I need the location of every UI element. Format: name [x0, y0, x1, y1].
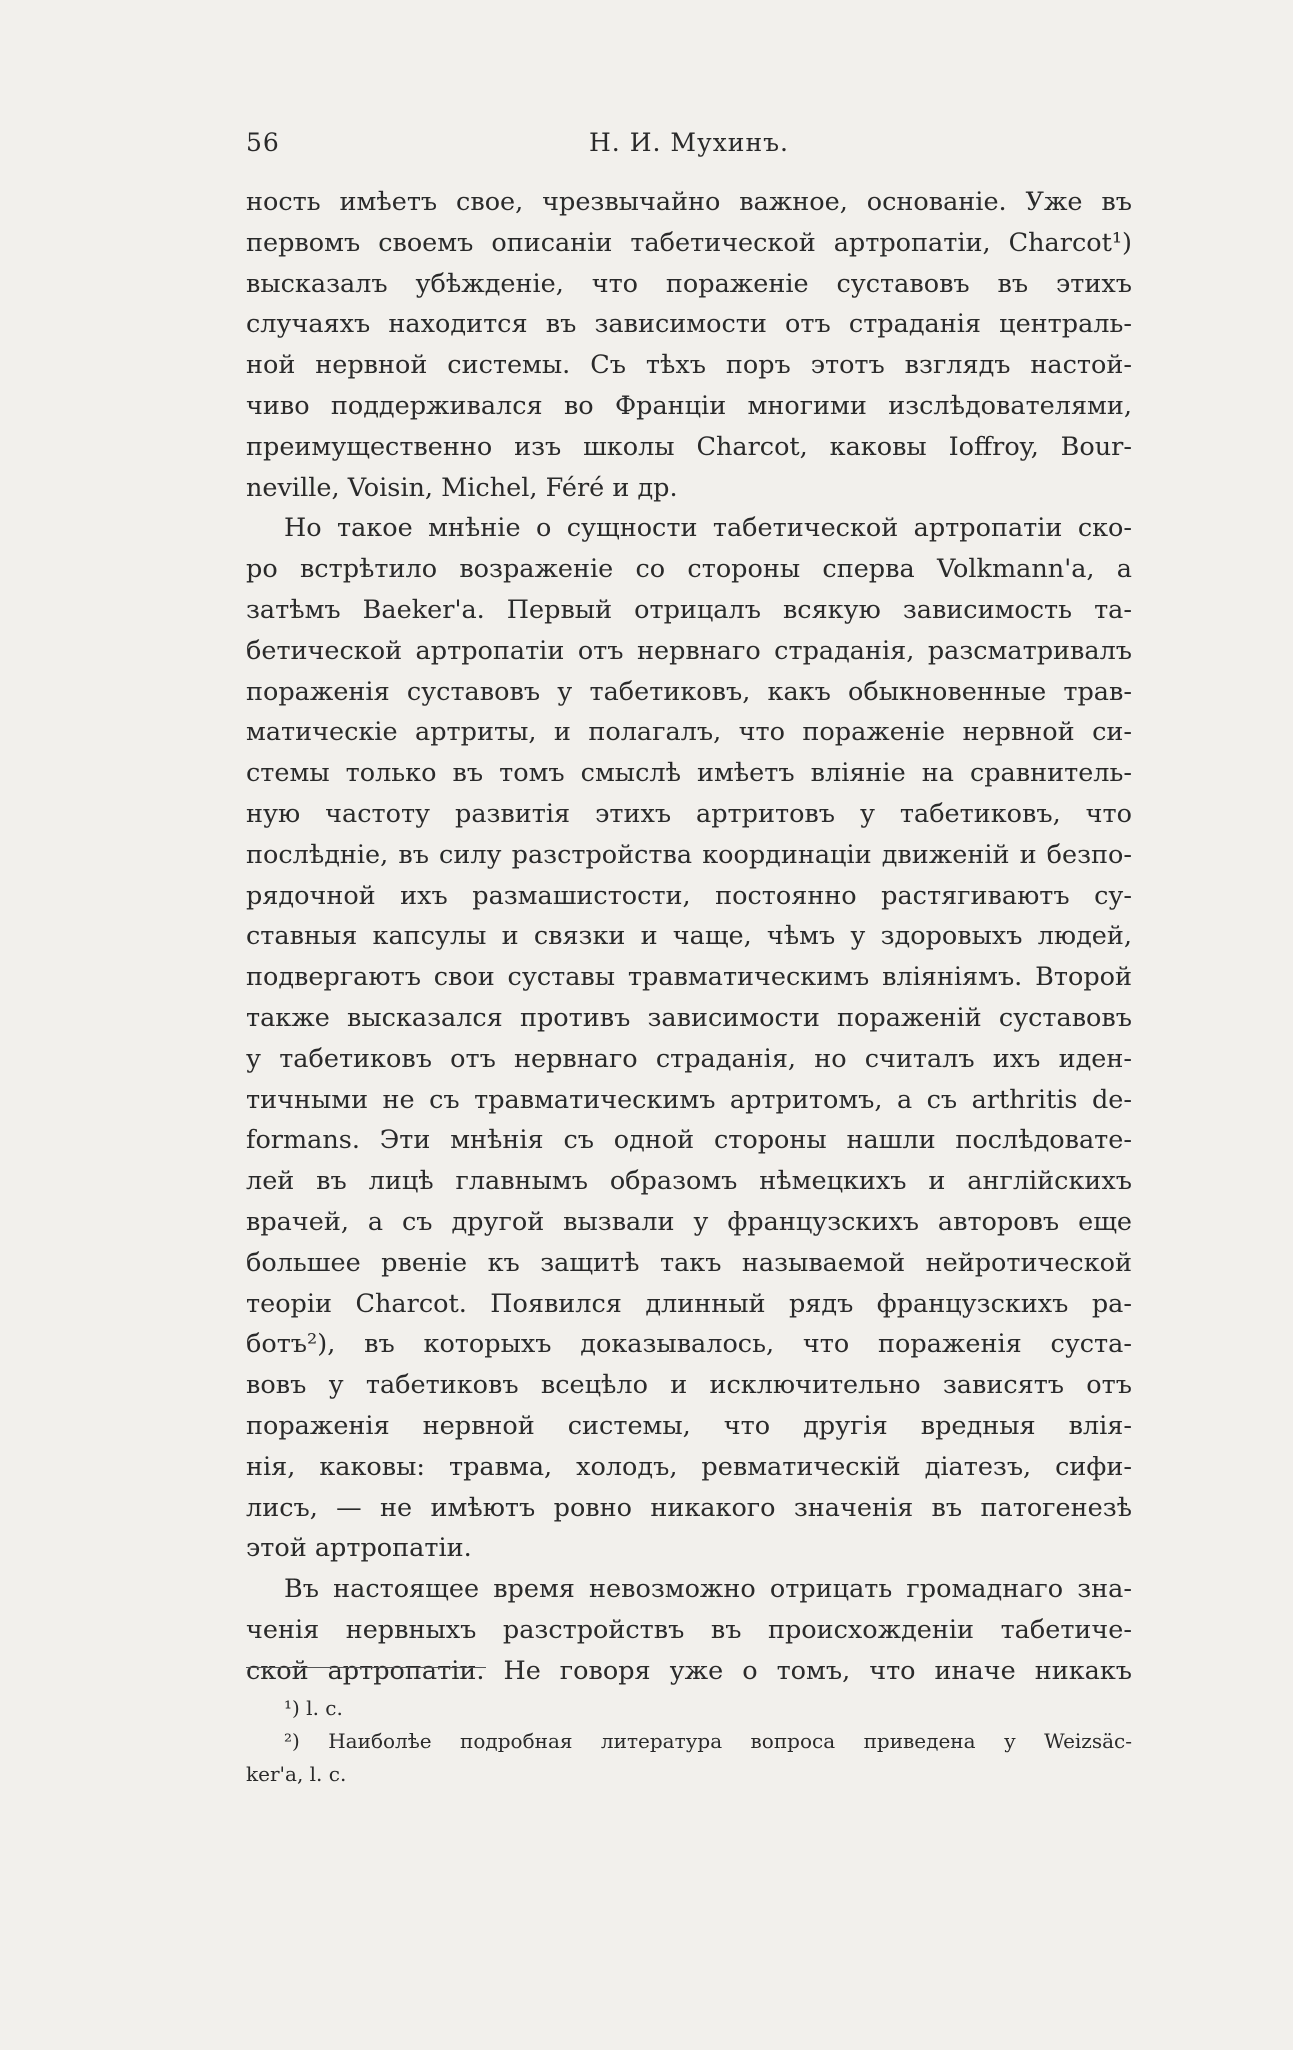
text-line: ной нервной системы. Съ тѣхъ поръ этотъ взглядъ настой- — [246, 350, 1132, 381]
text-line: бетической артропатіи отъ нервнаго страданія, разсматривалъ — [246, 635, 1132, 666]
body-text — [246, 182, 1132, 1691]
text-line: Но такое мнѣніе о сущности табетической артропатіи ско- — [284, 513, 1132, 544]
text-line: матическіе артриты, и полагалъ, что пораженіе нервной си- — [246, 717, 1132, 748]
text-line: neville, Voisin, Michel, Féré и др. — [246, 472, 678, 503]
text-line: тичными не съ травматическимъ артритомъ, а съ arthritis de- — [246, 1084, 1132, 1115]
text-line: высказалъ убѣжденіе, что пораженіе суставовъ въ этихъ — [246, 268, 1132, 299]
text-line: случаяхъ находится въ зависимости отъ страданія централь- — [246, 309, 1132, 340]
text-line: преимущественно изъ школы Charcot, каковы Ioffroy, Bour- — [246, 431, 1132, 462]
text-line: лисъ, — не имѣютъ ровно никакого значенія въ патогенезѣ — [246, 1492, 1132, 1523]
text-line: врачей, а съ другой вызвали у французскихъ авторовъ еще — [246, 1206, 1132, 1237]
text-line: подвергаютъ свои суставы травматическимъ вліяніямъ. Второй — [246, 962, 1132, 993]
paragraph — [246, 182, 1132, 508]
text-line: чиво поддерживался во Франціи многими изслѣдователями, — [246, 390, 1132, 421]
text-line: ро встрѣтило возраженіе со стороны сперва Volkmann'а, а — [246, 554, 1132, 585]
footnotes — [246, 1692, 1132, 1791]
text-line: пораженія суставовъ у табетиковъ, какъ обыкновенные трав- — [246, 676, 1132, 707]
text-line: большее рвеніе къ защитѣ такъ называемой нейротической — [246, 1247, 1132, 1278]
page-header — [246, 128, 1132, 164]
footnote: ²) Наиболѣе подробная литература вопроса приведена у Weizsäc- — [284, 1729, 1132, 1753]
text-line: formans. Эти мнѣнія съ одной стороны нашли послѣдовате- — [246, 1125, 1132, 1156]
text-line: ской артропатіи. Не говоря уже о томъ, что иначе никакъ — [246, 1655, 1132, 1686]
text-line: пораженія нервной системы, что другія вредныя влія- — [246, 1410, 1132, 1441]
text-line: теоріи Charcot. Появился длинный рядъ французскихъ ра- — [246, 1288, 1132, 1319]
text-line: ную частоту развитія этихъ артритовъ у табетиковъ, что — [246, 798, 1132, 829]
footnote-continuation: ker'а, l. c. — [246, 1762, 347, 1786]
text-line: также высказался противъ зависимости пораженій суставовъ — [246, 1002, 1132, 1033]
footnote: ¹) l. c. — [284, 1696, 343, 1720]
page-number: 56 — [246, 128, 280, 157]
text-line: первомъ своемъ описаніи табетической артропатіи, Charcot¹) — [246, 227, 1132, 258]
footnote-divider — [246, 1667, 486, 1668]
text-line: ставныя капсулы и связки и чаще, чѣмъ у здоровыхъ людей, — [246, 921, 1132, 952]
text-line: этой артропатіи. — [246, 1533, 472, 1564]
paragraph — [246, 508, 1132, 1569]
text-line: вовъ у табетиковъ всецѣло и исключительно зависятъ отъ — [246, 1370, 1132, 1401]
text-line: послѣдніе, въ силу разстройства координаціи движеній и безпо- — [246, 839, 1132, 870]
text-line: у табетиковъ отъ нервнаго страданія, но считалъ ихъ иден- — [246, 1043, 1132, 1074]
text-line: стемы только въ томъ смыслѣ имѣетъ вліяніе на сравнитель- — [246, 758, 1132, 789]
text-line: ботъ²), въ которыхъ доказывалось, что пораженія суста- — [246, 1329, 1132, 1360]
text-line: нія, каковы: травма, холодъ, ревматическій діатезъ, сифи- — [246, 1451, 1132, 1482]
text-line: лей въ лицѣ главнымъ образомъ нѣмецкихъ и англійскихъ — [246, 1166, 1132, 1197]
text-line: затѣмъ Baeker'а. Первый отрицалъ всякую зависимость та- — [246, 594, 1132, 625]
paragraph — [246, 1569, 1132, 1691]
text-line: ченія нервныхъ разстройствъ въ происхожденіи табетиче- — [246, 1614, 1132, 1645]
text-line: Въ настоящее время невозможно отрицать громаднаго зна- — [284, 1574, 1132, 1605]
running-head: Н. И. Мухинъ. — [589, 128, 789, 157]
text-line: рядочной ихъ размашистости, постоянно растягиваютъ су- — [246, 880, 1132, 911]
text-line: ность имѣетъ свое, чрезвычайно важное, основаніе. Уже въ — [246, 187, 1132, 217]
